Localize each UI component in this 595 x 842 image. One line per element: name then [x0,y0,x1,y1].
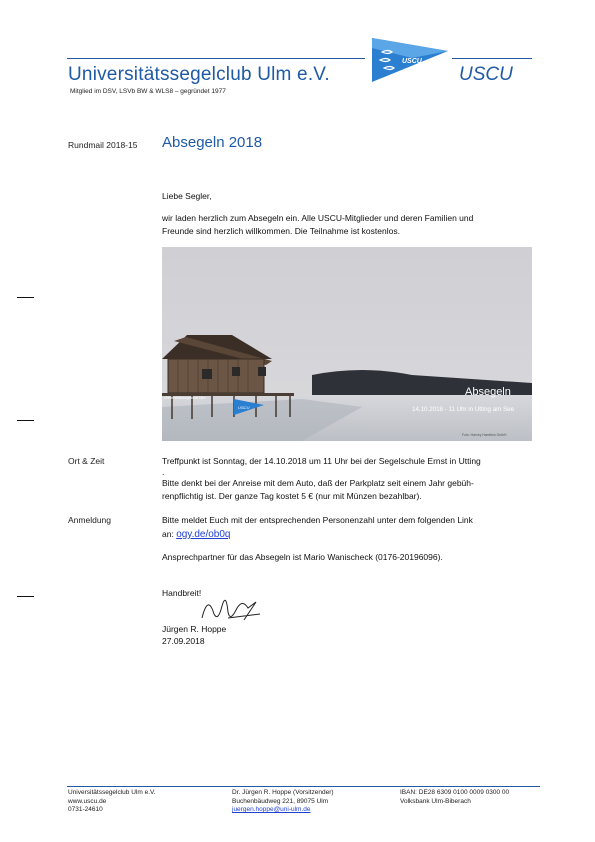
footer-address: Buchenbäudweg 221, 89075 Ulm [232,797,329,805]
fold-mark-bottom [17,596,34,597]
registration-line-1: Bitte meldet Euch mit der entsprechenden Personenzahl unter dem folgenden Link [162,515,473,525]
club-subtitle: Mitglied im DSV, LSVb BW & WLS8 – gegründet 1977 [70,88,226,95]
uscu-logo [372,38,448,82]
mail-number: Rundmail 2018-15 [68,140,138,150]
boathouse-lake-image [162,247,532,441]
footer-phone: 0731-24610 [68,806,103,814]
time-line-2: . [162,467,165,477]
fold-mark-top [17,297,34,298]
intro-line-1: wir laden herzlich zum Absegeln ein. Alle USCU-Mitglieder und deren Familien und [162,213,474,223]
photo-badge-logo: USCU [238,405,250,410]
page-title: Absegeln 2018 [162,134,263,151]
photo-badge-text: Universitätssegelclub Ulm [164,396,206,400]
time-label: Ort & Zeit [68,456,105,466]
greeting: Liebe Segler, [162,191,212,201]
footer-iban: IBAN: DE28 6309 0100 0009 0300 00 [400,789,510,796]
footer-web: www.uscu.de [68,797,107,805]
club-name: Universitätssegelclub Ulm e.V. [68,64,330,85]
footer-email-link[interactable]: juergen.hoppe@uni-ulm.de [232,806,311,814]
time-line-3: Bitte denkt bei der Anreise mit dem Auto, daß der Parkplatz seit einem Jahr gebüh- [162,478,474,488]
hole-mark [17,420,34,421]
registration-label: Anmeldung [68,515,112,525]
letter-date: 27.09.2018 [162,636,205,646]
intro-line-2: Freunde sind herzlich willkommen. Die Teilnahme ist kostenlos. [162,226,400,236]
registration-line-2 [162,528,231,542]
photo-title: Absegeln [465,386,511,398]
logo-text: USCU [402,58,422,65]
header-rule-left [67,58,365,59]
registration-prefix: an: [162,529,177,539]
signature-image [198,588,264,628]
signer-name: Jürgen R. Hoppe [162,624,227,634]
salutation: Handbreit! [162,588,202,598]
contact-line: Ansprechpartner für das Absegeln ist Mario Wanischeck (0176-20196096). [162,552,443,562]
registration-link[interactable]: ogy.de/ob0q [176,529,231,540]
footer-col-2 [232,789,334,815]
footer-chair: Dr. Jürgen R. Hoppe (Vorsitzender) [232,789,334,796]
footer-col-3 [400,789,509,806]
photo-credit: Foto: Harvey Hamilton GmbH [462,433,507,437]
photo-subtitle: 14.10.2018 - 11 Uhr in Utting am See [412,406,515,413]
header-rule-right [452,58,532,59]
event-photo [162,247,532,441]
footer-club: Universitätssegelclub Ulm e.V. [68,789,156,796]
club-short-name: USCU [459,64,513,85]
footer-bank: Volksbank Ulm-Biberach [400,797,471,805]
time-line-1: Treffpunkt ist Sonntag, der 14.10.2018 um 11 Uhr bei der Segelschule Ernst in Utting [162,456,481,466]
footer-col-1 [68,789,156,815]
time-line-4: renpflichtig ist. Der ganze Tag kostet 5 € (nur mit Münzen bezahlbar). [162,491,422,501]
footer-rule [67,786,540,787]
